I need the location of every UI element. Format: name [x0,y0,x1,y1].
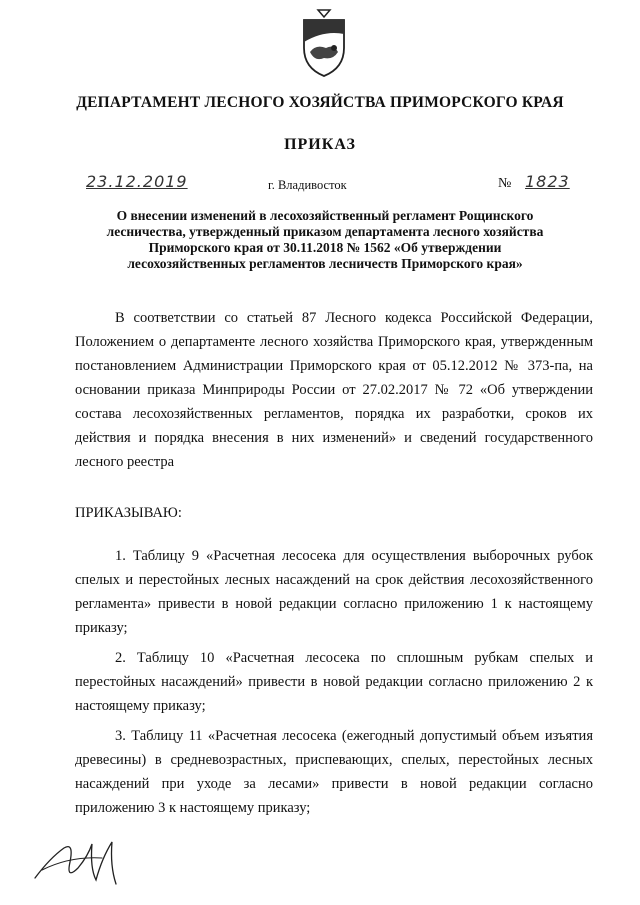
handwritten-signature-icon [30,828,130,890]
order-item-3: 3. Таблицу 11 «Расчетная лесосека (ежегодный допустимый объем изъятия древесины) в средневозрастных, приспевающих, спелых, перестойных лесных насаждений при уходе за лесами» привести в новой редакции согласно приложению 3 к настоящему приказу; [75,728,593,816]
coat-of-arms-icon [300,8,348,78]
preamble-paragraph: В соответствии со статьей 87 Лесного кодекса Российской Федерации, Положением о департаменте лесного хозяйства Приморского края, утвержденным постановлением Администрации Приморского края от 05.12.2012 № 373-па, на основании приказа Минприроды России от 27.02.2017 № 72 «Об утверждении состава лесохозяйственных регламентов, порядка их разработки, сроков их действия и порядка внесения в них изменений» и сведений государственного лесного реестра [75,310,593,470]
order-item-2: 2. Таблицу 10 «Расчетная лесосека по сплошным рубкам спелых и перестойных насаждений» привести в новой редакции согласно приложению 2 к настоящему приказу; [75,650,593,714]
department-title: ДЕПАРТАМЕНТ ЛЕСНОГО ХОЗЯЙСТВА ПРИМОРСКОГО КРАЯ [76,94,564,111]
order-number: 1823 [525,172,570,191]
order-city: г. Владивосток [268,178,347,192]
order-item-1: 1. Таблицу 9 «Расчетная лесосека для осуществления выборочных рубок спелых и перестойных лесных насаждений на срок действия лесохозяйственного регламента» привести в новой редакции согласно приложению 1 к настоящему приказу; [75,548,593,636]
order-number-label: № [498,176,512,191]
order-date: 23.12.2019 [86,172,188,191]
order-title: ПРИКАЗ [284,136,356,153]
decree-word: ПРИКАЗЫВАЮ: [75,505,182,521]
order-meta-row [0,172,640,196]
order-subject: О внесении изменений в лесохозяйственный регламент Рощинского лесничества, утвержденный приказом департамента лесного хозяйства Приморского края от 30.11.2018 № 1562 «Об утверждении лесохозяйственных регламентов лесничеств Приморского края» [106,208,544,271]
